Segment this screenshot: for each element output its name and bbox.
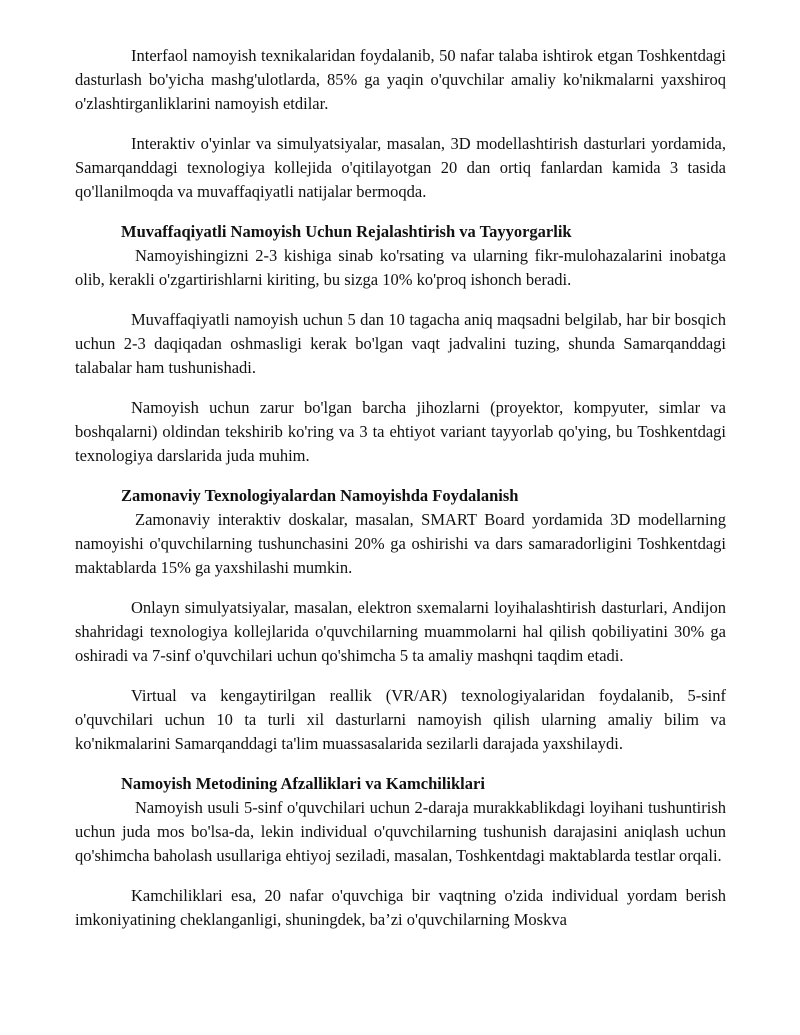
paragraph: Namoyishingizni 2-3 kishiga sinab ko'rsating va ularning fikr-mulohazalarini inobatga olib, kerakli o'zgartirishlarni kiriting, bu sizga 10% ko'proq ishonch beradi.	[75, 246, 726, 289]
section-heading: Muvaffaqiyatli Namoyish Uchun Rejalashtirish va Tayyorgarlik	[121, 222, 572, 241]
paragraph: Interaktiv o'yinlar va simulyatsiyalar, masalan, 3D modellashtirish dasturlari yordamida, Samarqanddagi texnologiya kollejida o'qitilayotgan 20 dan ortiq fanlardan kamida 3 tasida qo'llanilmoqda va muvaffaqiyatli natijalar bermoqda.	[75, 134, 726, 201]
paragraph: Interfaol namoyish texnikalaridan foydalanib, 50 nafar talaba ishtirok etgan Toshkentdagi dasturlash bo'yicha mashg'ulotlarda, 85% ga yaqin o'quvchilar amaliy ko'nikmalarni yaxshiroq o'zlashtirganliklarini namoyish etdilar.	[75, 46, 726, 113]
section-heading: Namoyish Metodining Afzalliklari va Kamchiliklari	[121, 774, 485, 793]
paragraph: Virtual va kengaytirilgan reallik (VR/AR) texnologiyalaridan foydalanib, 5-sinf o'quvchilari uchun 10 ta turli xil dasturlarni namoyish qilish ularning amaliy bilim va ko'nikmalarini Samarqanddagi ta'lim muassasalarida sezilarli darajada yaxshilaydi.	[75, 686, 726, 753]
paragraph: Zamonaviy interaktiv doskalar, masalan, SMART Board yordamida 3D modellarning namoyishi o'quvchilarning tushunchasini 20% ga oshirishi va dars samaradorligini Toshkentdagi maktablarda 15% ga yaxshilashi mumkin.	[75, 510, 726, 577]
paragraph: Muvaffaqiyatli namoyish uchun 5 dan 10 tagacha aniq maqsadni belgilab, har bir bosqich uchun 2-3 daqiqadan oshmasligi kerak bo'lgan vaqt jadvalini tuzing, shunda Samarqanddagi talabalar ham tushunishadi.	[75, 310, 726, 377]
paragraph: Kamchiliklari esa, 20 nafar o'quvchiga bir vaqtning o'zida individual yordam berish imkoniyatining cheklanganligi, shuningdek, ba’zi o'quvchilarning Moskva	[75, 886, 726, 929]
paragraph: Namoyish uchun zarur bo'lgan barcha jihozlarni (proyektor, kompyuter, simlar va boshqalarni) oldindan tekshirib ko'ring va 3 ta ehtiyot variant tayyorlab qo'ying, bu Toshkentdagi texnologiya darslarida juda muhim.	[75, 398, 726, 465]
paragraph: Namoyish usuli 5-sinf o'quvchilari uchun 2-daraja murakkablikdagi loyihani tushuntirish uchun juda mos bo'lsa-da, lekin individual o'quvchilarning tushunish darajasini aniqlash uchun qo'shimcha baholash usullariga ehtiyoj seziladi, masalan, Toshkentdagi maktablarda testlar orqali.	[75, 798, 726, 865]
document-page	[75, 44, 726, 948]
paragraph: Onlayn simulyatsiyalar, masalan, elektron sxemalarni loyihalashtirish dasturlari, Andijon shahridagi texnologiya kollejlarida o'quvchilarning muammolarni hal qilish qobiliyatini 30% ga oshiradi va 7-sinf o'quvchilari uchun qo'shimcha 5 ta amaliy mashqni taqdim etadi.	[75, 598, 726, 665]
section-heading: Zamonaviy Texnologiyalardan Namoyishda Foydalanish	[121, 486, 519, 505]
